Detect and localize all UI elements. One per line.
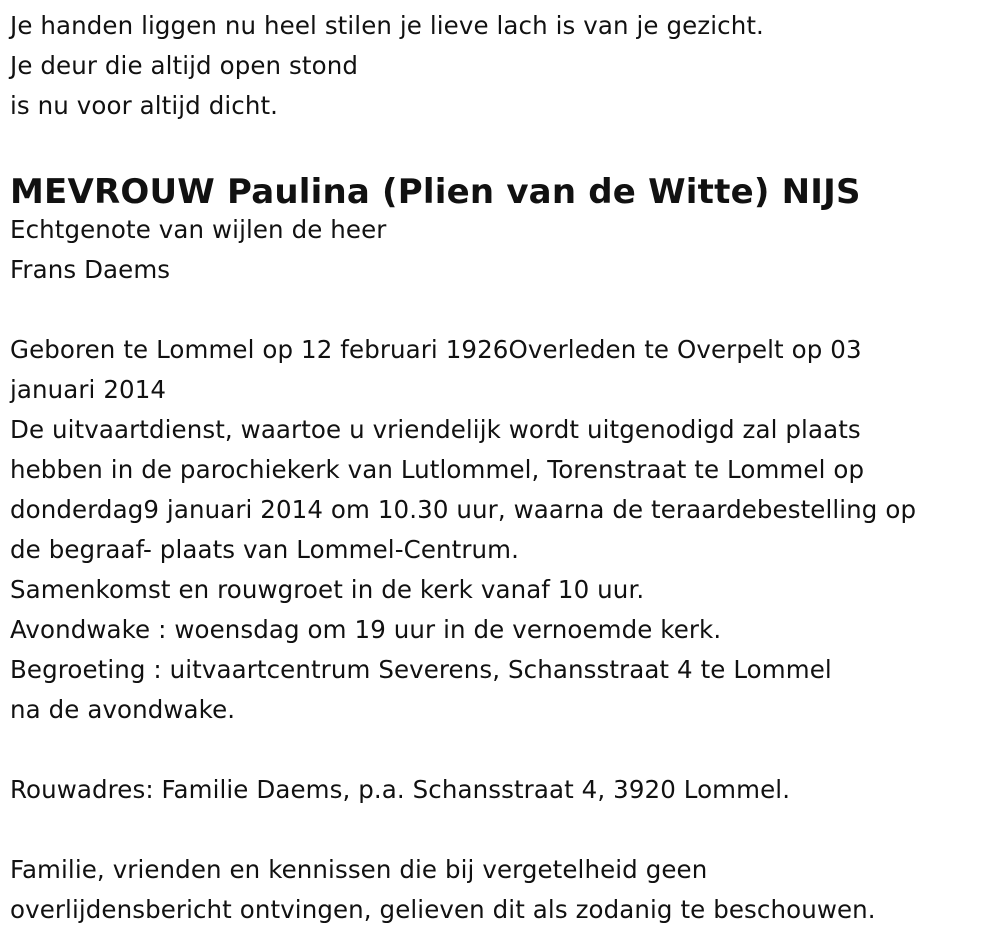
detail-line: Geboren te Lommel op 12 februari 1926Overleden te Overpelt op 03	[10, 335, 862, 364]
detail-line: Avondwake : woensdag om 19 uur in de vernoemde kerk.	[10, 615, 722, 644]
funeral-details	[10, 330, 995, 730]
spacer	[10, 126, 995, 170]
detail-line: De uitvaartdienst, waartoe u vriendelijk wordt uitgenodigd zal plaats	[10, 415, 861, 444]
detail-line: de begraaf- plaats van Lommel-Centrum.	[10, 535, 520, 564]
poem-line: Je handen liggen nu heel stilen je lieve lach is van je gezicht.	[10, 11, 764, 40]
poem	[10, 6, 995, 126]
spacer	[10, 730, 995, 770]
closing-line: overlijdensbericht ontvingen, gelieven dit als zodanig te beschouwen.	[10, 895, 876, 924]
poem-line: Je deur die altijd open stond	[10, 51, 358, 80]
detail-line: hebben in de parochiekerk van Lutlommel, Torenstraat te Lommel op	[10, 455, 865, 484]
spacer	[10, 290, 995, 330]
obituary-notice	[10, 6, 995, 930]
spouse-line: Frans Daems	[10, 255, 171, 284]
detail-line: donderdag9 januari 2014 om 10.30 uur, waarna de teraardebestelling op	[10, 495, 917, 524]
spacer	[10, 810, 995, 850]
detail-line: Samenkomst en rouwgroet in de kerk vanaf 10 uur.	[10, 575, 645, 604]
detail-line: na de avondwake.	[10, 695, 236, 724]
poem-line: is nu voor altijd dicht.	[10, 91, 279, 120]
closing-line: Familie, vrienden en kennissen die bij vergetelheid geen	[10, 855, 708, 884]
spouse-line: Echtgenote van wijlen de heer	[10, 215, 387, 244]
deceased-name: MEVROUW Paulina (Plien van de Witte) NIJS	[10, 172, 861, 212]
detail-line: januari 2014	[10, 375, 167, 404]
spouse-info	[10, 210, 995, 290]
closing-note	[10, 850, 995, 930]
detail-line: Begroeting : uitvaartcentrum Severens, Schansstraat 4 te Lommel	[10, 655, 832, 684]
mourning-address: Rouwadres: Familie Daems, p.a. Schansstraat 4, 3920 Lommel.	[10, 775, 791, 804]
